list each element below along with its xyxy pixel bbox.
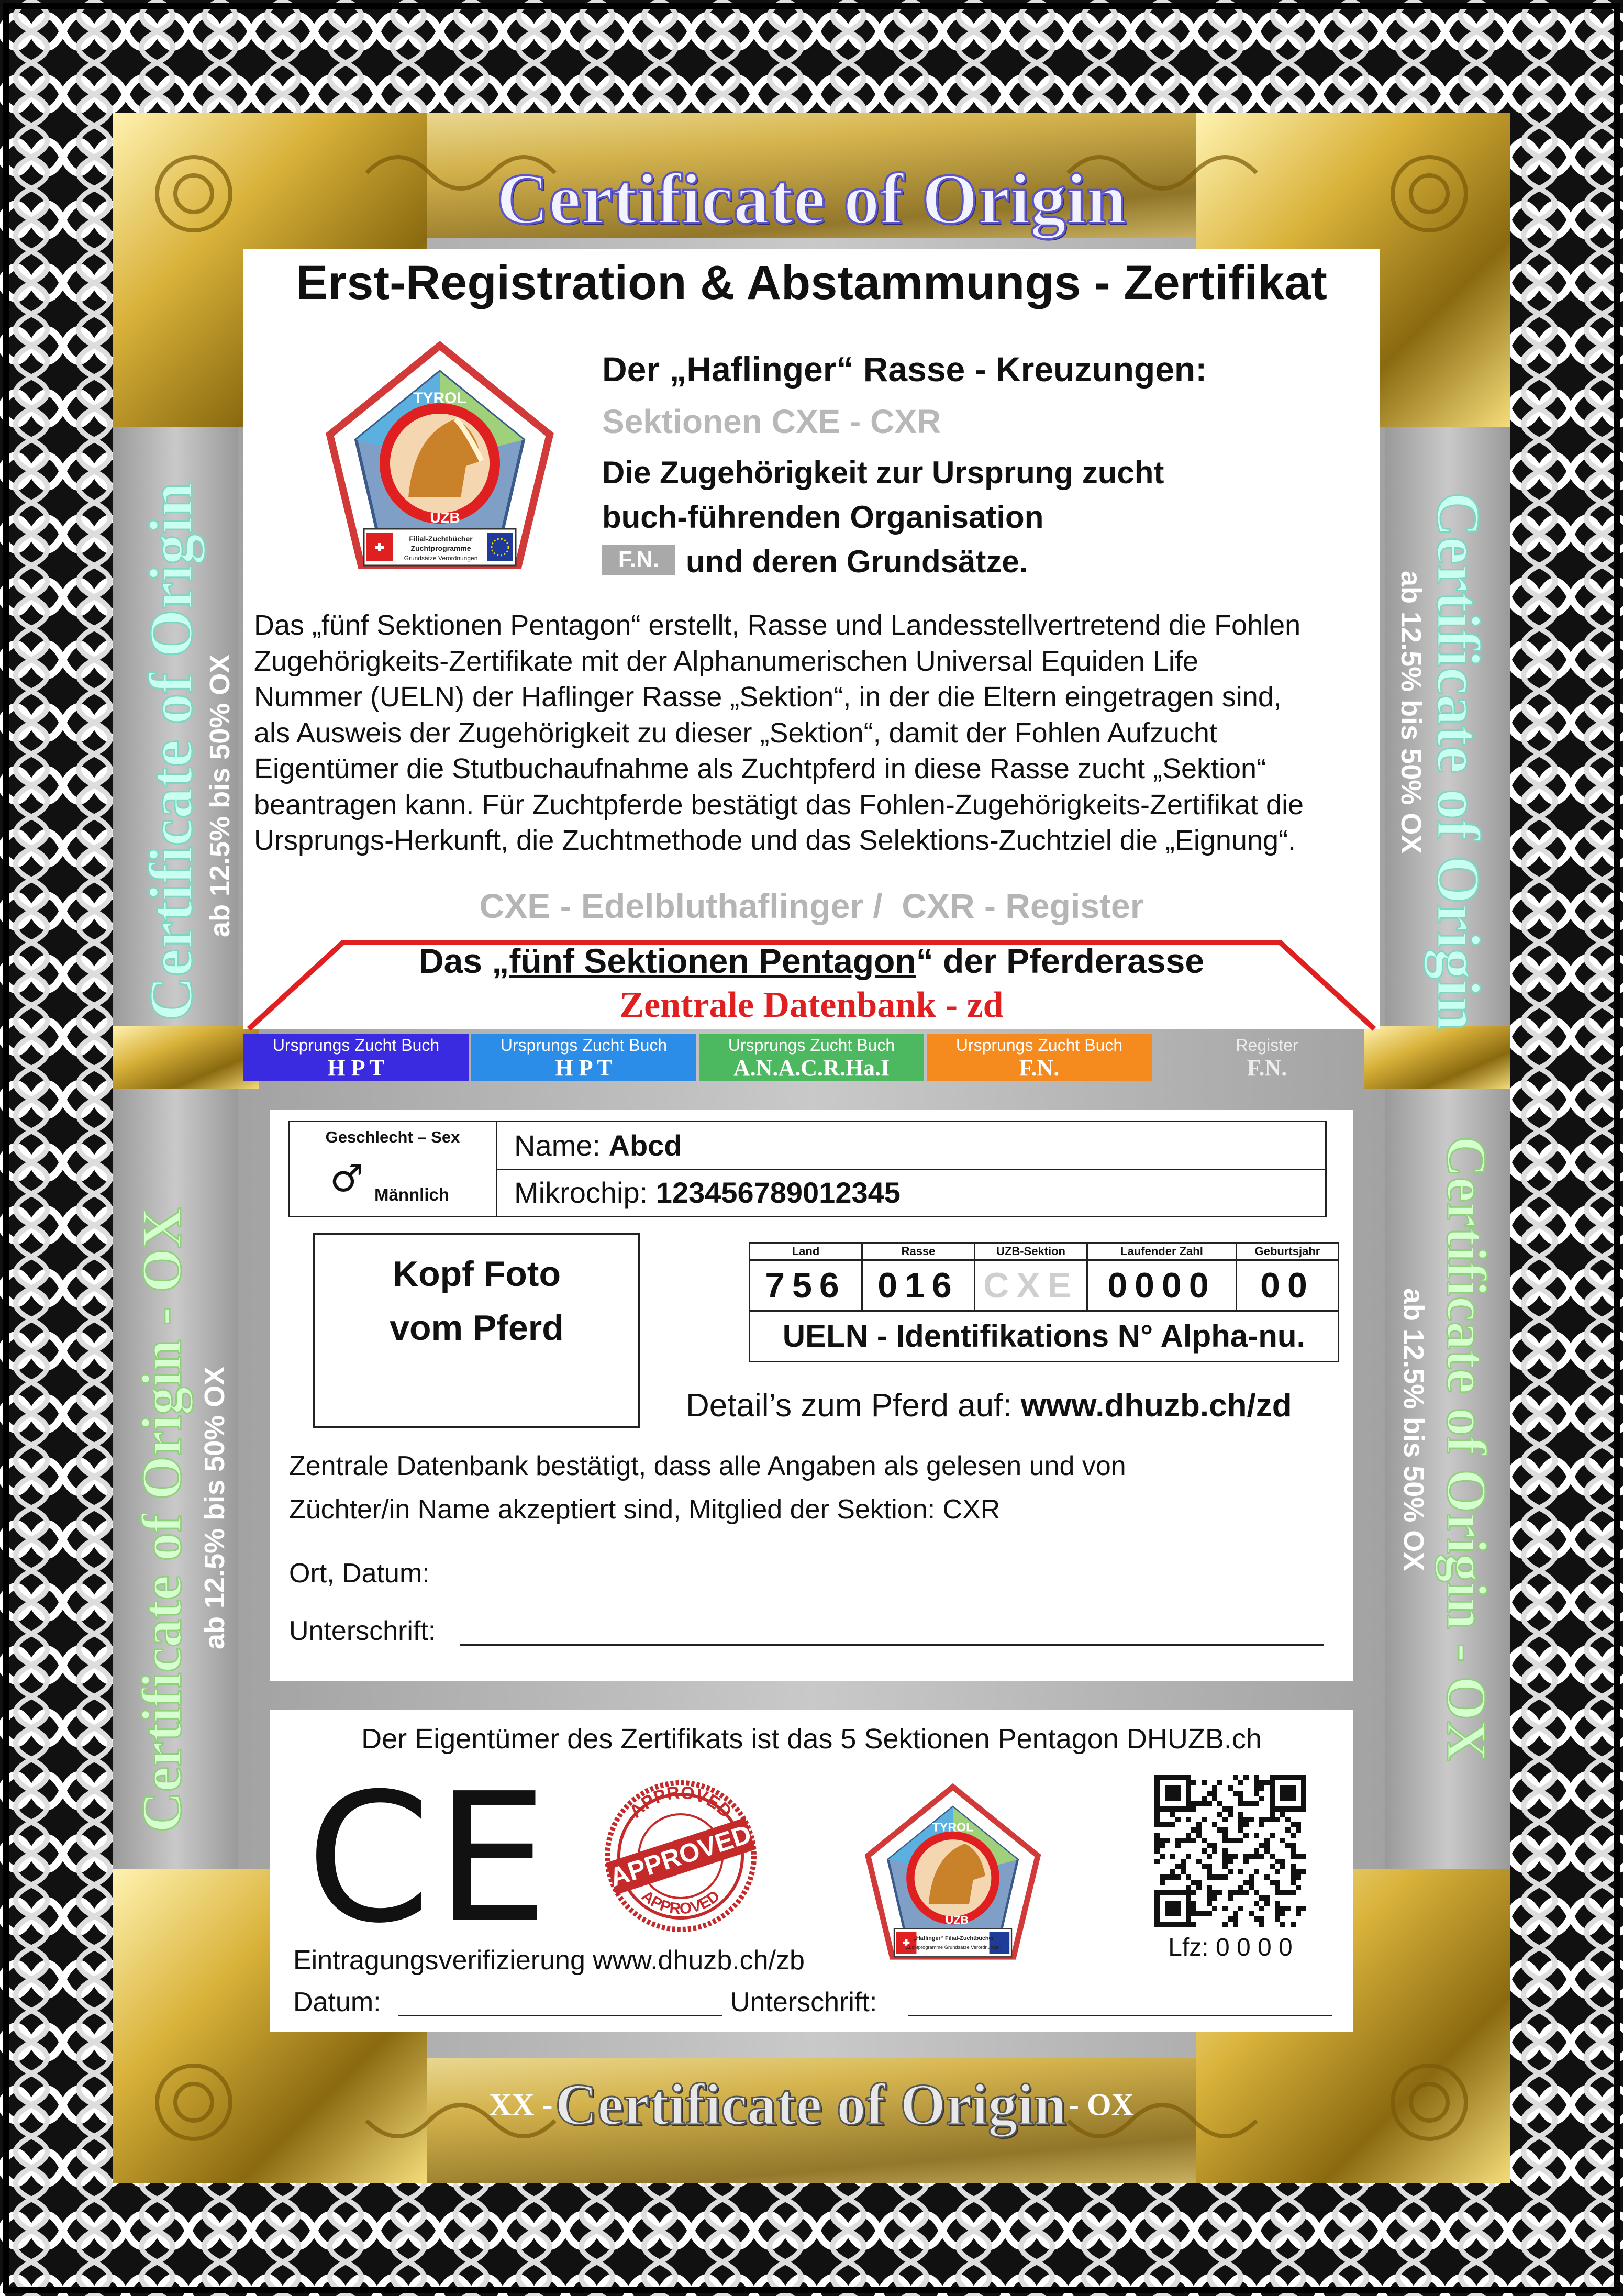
ueln-value-cell: 016	[861, 1259, 975, 1312]
ueln-value-cell: CXE	[974, 1259, 1088, 1312]
bottom-banner	[0, 2071, 1623, 2139]
footer-logo-bottom-text: UZB	[945, 1913, 969, 1926]
bottom-banner-prefix: XX -	[488, 2087, 553, 2122]
body-line: beantragen kann. Für Zuchtpferde bestätigt das Fohlen-Zugehörigkeits-Zertifikat die	[254, 789, 1304, 820]
chip-row	[514, 1172, 901, 1214]
stamp-top-text: APPROVED	[625, 1782, 736, 1822]
confirmation-line-1: Zentrale Datenbank bestätigt, dass alle Angaben als gelesen und von	[289, 1451, 1126, 1481]
ueln-header-cell: Laufender Zahl	[1086, 1242, 1237, 1261]
left-vertical-pct-2: ab 12.5% bis 50% OX	[199, 1366, 230, 1649]
signature-label: Unterschrift:	[289, 1616, 436, 1646]
ueln-value-cell: 756	[749, 1259, 863, 1312]
banner-underlined: fünf Sektionen Pentagon	[509, 941, 916, 980]
right-vertical-title-ox: Certificate of Origin - OX	[1435, 1136, 1497, 1761]
tab-bottom-label: H P T	[555, 1055, 613, 1081]
detail-line	[686, 1385, 1292, 1427]
place-date-label: Ort, Datum:	[289, 1558, 430, 1589]
fn-badge: F.N.	[602, 545, 675, 575]
detail-url-link[interactable]: www.dhuzb.ch/zd	[1020, 1388, 1292, 1424]
footer-date-line[interactable]	[398, 2015, 722, 2016]
qr-code-icon[interactable]	[1154, 1775, 1306, 1927]
sex-symbol: ♂	[330, 1156, 364, 1200]
central-database-label: Zentrale Datenbank - zd	[619, 985, 1004, 1025]
logo-sub-line-1: Filial-Zuchtbücher	[409, 535, 473, 543]
right-vertical-pct: ab 12.5% bis 50% OX	[1395, 571, 1427, 854]
verification-line: Eintragungsverifizierung www.dhuzb.ch/zb	[293, 1945, 805, 1976]
approved-stamp-icon	[602, 1778, 759, 1935]
main-title: Erst-Registration & Abstammungs - Zertifikat	[296, 256, 1327, 309]
detail-label: Detail’s zum Pferd auf:	[686, 1388, 1012, 1424]
left-vertical-title: Certificate of Origin	[137, 482, 205, 1021]
body-paragraph	[254, 607, 1374, 859]
origin-book-tab	[471, 1034, 696, 1081]
tab-top-label: Ursprungs Zucht Buch	[500, 1036, 668, 1055]
tab-top-label: Ursprungs Zucht Buch	[728, 1036, 895, 1055]
owner-line: Der Eigentümer des Zertifikats ist das 5 Sektionen Pentagon DHUZB.ch	[361, 1723, 1262, 1755]
footer-sign-line[interactable]	[908, 2015, 1332, 2016]
ueln-value-cell: 0000	[1086, 1259, 1237, 1312]
ueln-header-cell: Land	[749, 1242, 863, 1261]
tabs	[243, 1034, 1380, 1081]
tab-bottom-label: H P T	[327, 1055, 385, 1081]
tab-bottom-label: A.N.A.C.R.Ha.I	[733, 1055, 890, 1081]
body-line: Ursprungs-Herkunft, die Zuchtmethode und das Selektions-Zuchtziel die „Eignung“.	[254, 825, 1296, 856]
svg-text:APPROVED	[638, 1887, 723, 1917]
left-vertical-title-ox: Certificate of Origin - OX	[131, 1207, 193, 1833]
left-vertical-pct: ab 12.5% bis 50% OX	[204, 654, 236, 937]
footer-logo-sub-2: Zuchtprogramme Grundsätze Verordnungen	[906, 1944, 1002, 1950]
sex-label: Geschlecht – Sex	[325, 1128, 460, 1146]
signature-line[interactable]	[460, 1644, 1324, 1646]
right-vertical-pct-2: ab 12.5% bis 50% OX	[1398, 1288, 1429, 1571]
name-label: Name:	[514, 1129, 601, 1162]
logo-top-text: TYROL	[413, 390, 466, 407]
chip-label: Mikrochip:	[514, 1176, 648, 1209]
body-line: Eigentümer die Stutbuchaufnahme als Zuchtpferd in diese Rasse zucht „Sektion“	[254, 753, 1266, 784]
tab-bottom-label: F.N.	[1247, 1055, 1287, 1081]
bottom-banner-suffix: - OX	[1069, 2087, 1135, 2122]
ce-mark-icon	[306, 1755, 554, 1962]
ueln-header-cell: Geburtsjahr	[1236, 1242, 1339, 1261]
logo-sub-line-2: Zuchtprogramme	[410, 544, 471, 552]
photo-line-2: vom Pferd	[390, 1308, 564, 1348]
tab-top-label: Ursprungs Zucht Buch	[272, 1036, 440, 1055]
top-certificate-title: Certificate of Origin	[496, 159, 1127, 239]
stamp-bottom-text: APPROVED	[638, 1887, 723, 1918]
tab-bottom-label: F.N.	[1019, 1055, 1060, 1081]
tab-top-label: Register	[1236, 1036, 1298, 1055]
confirmation-line-2: Züchter/in Name akzeptiert sind, Mitglied der Sektion: CXR	[289, 1494, 1001, 1525]
intro-line-3: und deren Grundsätze.	[686, 544, 1028, 579]
pentagon-banner-title	[243, 940, 1380, 982]
footer-tyrol-logo	[864, 1783, 1042, 1961]
ueln-caption: UELN - Identifikations N° Alpha-nu.	[749, 1310, 1339, 1362]
tab-top-label: Ursprungs Zucht Buch	[955, 1036, 1123, 1055]
ce-mark-text: CE	[306, 1755, 554, 1962]
ueln-value-cell: 00	[1236, 1259, 1339, 1312]
footer-date-label: Datum:	[293, 1987, 381, 2017]
ueln-table	[749, 1242, 1338, 1365]
lfz-label: Lfz: 0 0 0 0	[1168, 1934, 1293, 1961]
sex-value: Männlich	[374, 1185, 450, 1204]
intro-line-1: Die Zugehörigkeit zur Ursprung zucht	[602, 455, 1164, 490]
ueln-header-cell: UZB-Sektion	[974, 1242, 1088, 1261]
name-value: Abcd	[608, 1129, 682, 1162]
origin-book-tab	[243, 1034, 469, 1081]
banner-suffix: “ der Pferderasse	[916, 941, 1205, 980]
footer-sign-label: Unterschrift:	[730, 1987, 877, 2017]
stamp-mid-text: APPROVED	[606, 1819, 755, 1893]
logo-bottom-text: UZB	[430, 509, 460, 526]
origin-book-tab	[927, 1034, 1152, 1081]
body-line: Zugehörigkeits-Zertifikate mit der Alphanumerischen Universal Equiden Life	[254, 645, 1198, 677]
bottom-banner-title: Certificate of Origin	[555, 2072, 1066, 2137]
ueln-header-cell: Rasse	[861, 1242, 975, 1261]
footer-logo-sub-1: „Haflinger“ Filial-Zuchtbücher	[913, 1935, 994, 1942]
intro-line-2: buch-führenden Organisation	[602, 500, 1044, 535]
intro-heading: Der „Haflinger“ Rasse - Kreuzungen:	[602, 350, 1207, 389]
body-line: Das „fünf Sektionen Pentagon“ erstellt, Rasse und Landesstellvertretend die Fohlen	[254, 609, 1301, 641]
register-line: CXE - Edelbluthaflinger / CXR - Register	[479, 886, 1144, 925]
right-vertical-title: Certificate of Origin	[1424, 492, 1493, 1031]
tyrol-uzb-logo	[325, 340, 555, 571]
tab-row	[243, 1034, 1380, 1081]
origin-book-tab	[1154, 1034, 1380, 1081]
male-symbol-icon	[330, 1157, 366, 1199]
svg-text:APPROVED	[626, 1782, 736, 1822]
body-line: Nummer (UELN) der Haflinger Rasse „Sektion“, in der die Eltern eingetragen sind,	[254, 681, 1282, 713]
origin-book-tab	[699, 1034, 924, 1081]
photo-line-1: Kopf Foto	[393, 1254, 561, 1294]
body-line: als Ausweis der Zugehörigkeit zu dieser „Sektion“, damit der Fohlen Aufzucht	[254, 717, 1217, 749]
name-row	[514, 1125, 682, 1167]
banner-prefix: Das „	[418, 941, 509, 980]
chip-value: 123456789012345	[655, 1176, 901, 1209]
intro-sections: Sektionen CXE - CXR	[602, 403, 941, 440]
logo-sub-line-3: Grundsätze Verordnungen	[404, 554, 478, 562]
footer-logo-top-text: TYROL	[932, 1820, 974, 1834]
